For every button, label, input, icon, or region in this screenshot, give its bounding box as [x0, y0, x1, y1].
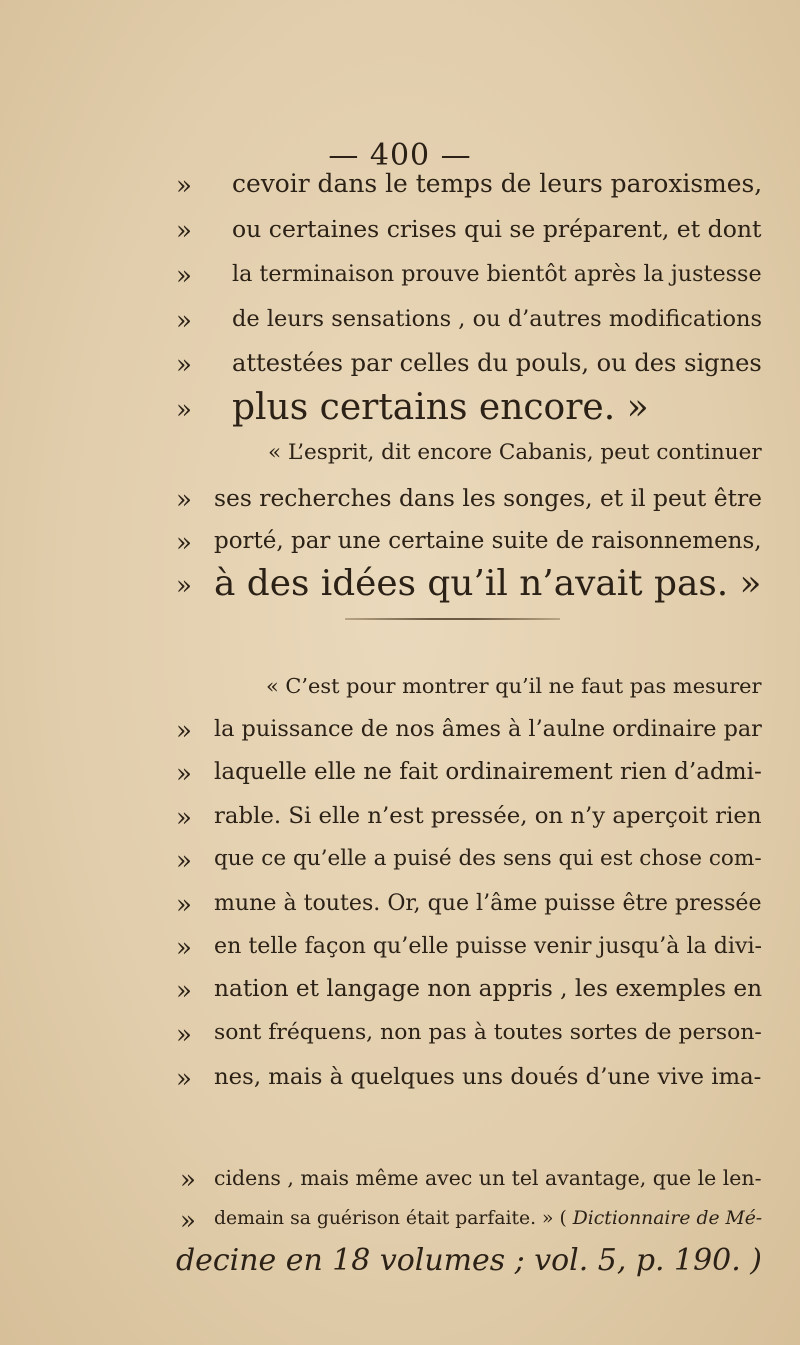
quote-mark: » [176, 803, 192, 833]
text-line: en telle façon qu’elle puisse venir jusqu’à la divi- [214, 933, 763, 959]
text-line: la puissance de nos âmes à l’aulne ordinaire par [214, 716, 762, 742]
footnote-text: demain sa guérison était parfaite. » ( [214, 1208, 573, 1229]
footnote-line: decine en 18 volumes ; vol. 5, p. 190. ) [176, 1243, 762, 1278]
text-line: nation et langage non appris , les exemples en [214, 975, 763, 1002]
quote-mark: » [176, 528, 192, 558]
text-line: la terminaison prouve bientôt après la justesse [232, 261, 762, 287]
quote-mark: » [180, 1165, 196, 1195]
page-number: — 400 — [328, 138, 472, 173]
quote-mark: » [176, 933, 192, 963]
quote-mark: » [176, 350, 192, 380]
footnote-citation: Dictionnaire de Mé- [572, 1208, 763, 1229]
text-line: « L’esprit, dit encore Cabanis, peut continuer [268, 440, 762, 465]
quote-mark: » [176, 1064, 192, 1094]
text-line: sont fréquens, non pas à toutes sortes de person- [214, 1020, 762, 1045]
quote-mark: » [176, 890, 192, 920]
text-line: attestées par celles du pouls, ou des signes [232, 349, 762, 377]
footnote-line: cidens , mais même avec un tel avantage, que le len- [214, 1166, 762, 1190]
quote-mark: » [176, 395, 192, 425]
text-line: à des idées qu’il n’avait pas. » [214, 563, 762, 604]
quote-mark: » [176, 485, 192, 515]
quote-mark: » [176, 306, 192, 336]
text-line: « C’est pour montrer qu’il ne faut pas mesurer [266, 674, 762, 698]
quote-mark: » [176, 846, 192, 876]
text-line: que ce qu’elle a puisé des sens qui est chose com- [214, 846, 762, 871]
quote-mark: » [176, 716, 192, 746]
quote-mark: » [180, 1206, 196, 1236]
text-line: mune à toutes. Or, que l’âme puisse être pressée [214, 890, 762, 916]
quote-mark: » [176, 261, 192, 291]
text-line: cevoir dans le temps de leurs paroxismes, [232, 169, 763, 198]
quote-mark: » [176, 171, 192, 201]
quote-mark: » [176, 1020, 192, 1050]
quote-mark: » [176, 571, 192, 601]
text-line: plus certains encore. » [232, 387, 649, 428]
text-line: de leurs sensations , ou d’autres modifications [232, 306, 762, 332]
footnote-line [214, 1198, 762, 1240]
quote-mark: » [176, 976, 192, 1006]
text-line: porté, par une certaine suite de raisonnemens, [214, 528, 762, 554]
section-divider [345, 618, 560, 620]
text-line: laquelle elle ne fait ordinairement rien d’admi- [214, 759, 762, 785]
text-line: nes, mais à quelques uns doués d’une vive ima- [214, 1064, 762, 1090]
quote-mark: » [176, 216, 192, 246]
quote-mark: » [176, 759, 192, 789]
text-line: ses recherches dans les songes, et il peut être [214, 484, 763, 512]
text-line: ou certaines crises qui se préparent, et dont [232, 215, 762, 243]
text-line: rable. Si elle n’est pressée, on n’y aperçoit rien [214, 803, 762, 829]
